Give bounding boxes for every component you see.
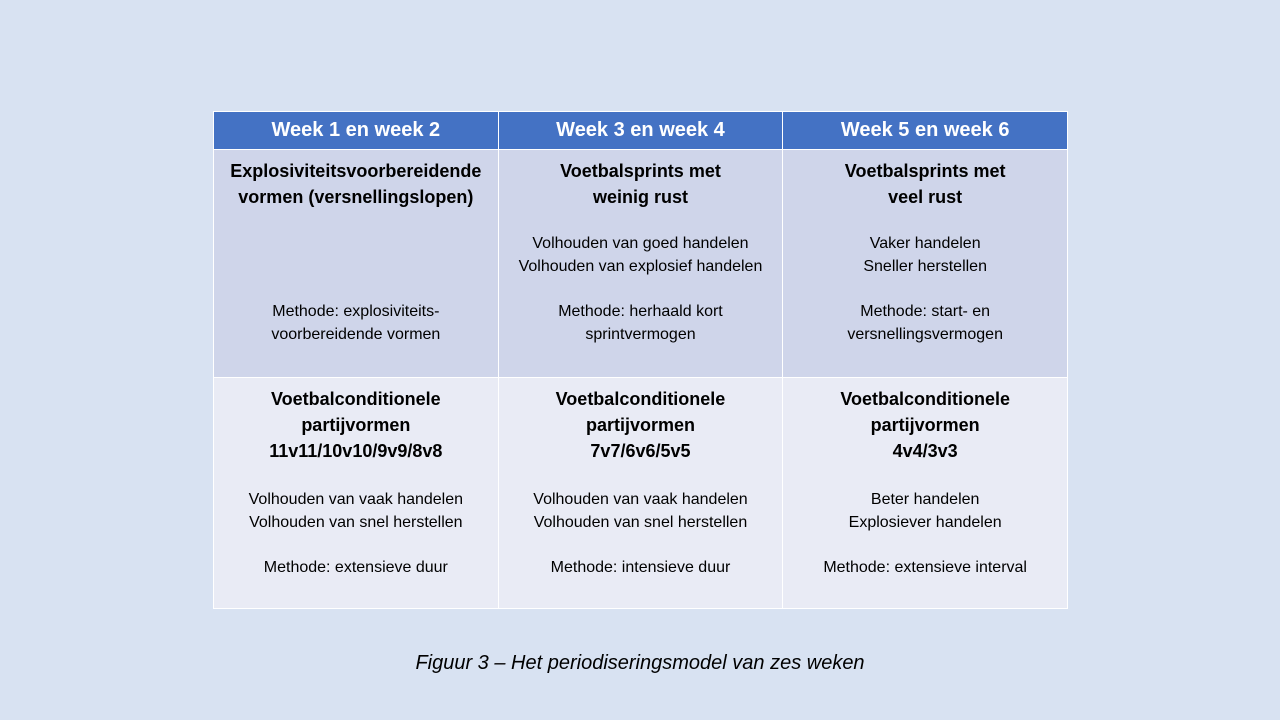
header-week-5-6: Week 5 en week 6	[783, 112, 1068, 150]
table-row	[214, 150, 1068, 378]
table-row	[214, 378, 1068, 609]
header-week-3-4: Week 3 en week 4	[498, 112, 783, 150]
table-cell	[783, 150, 1068, 378]
cell-method: Methode: explosiviteits- voorbereidende vormen	[271, 303, 441, 343]
periodization-table	[213, 111, 1068, 609]
cell-description: Vaker handelen Sneller herstellen	[863, 235, 987, 275]
cell-title: Voetbalconditionele partijvormen 4v4/3v3	[840, 389, 1010, 461]
table-cell	[498, 378, 783, 609]
figure-caption: Figuur 3 – Het periodiseringsmodel van zes weken	[415, 652, 865, 674]
cell-title: Voetbalconditionele partijvormen 11v11/10v10/9v9/8v8	[269, 389, 443, 461]
table-cell	[498, 150, 783, 378]
cell-title: Explosiviteitsvoorbereidende vormen (versnellingslopen)	[230, 161, 482, 207]
table-cell	[214, 150, 499, 378]
table-cell	[783, 378, 1068, 609]
cell-description: Volhouden van goed handelen Volhouden van explosief handelen	[518, 235, 763, 275]
cell-method: Methode: extensieve duur	[263, 559, 448, 576]
cell-title: Voetbalsprints met weinig rust	[560, 161, 721, 207]
cell-method: Methode: extensieve interval	[823, 559, 1027, 576]
header-week-1-2: Week 1 en week 2	[214, 112, 499, 150]
cell-title: Voetbalsprints met veel rust	[844, 161, 1006, 207]
cell-description: Beter handelen Explosiever handelen	[848, 491, 1002, 531]
cell-description: Volhouden van vaak handelen Volhouden van snel herstellen	[248, 491, 464, 531]
cell-title: Voetbalconditionele partijvormen 7v7/6v6/5v5	[555, 389, 726, 461]
cell-method: Methode: herhaald kort sprintvermogen	[558, 303, 723, 343]
cell-description: Volhouden van vaak handelen Volhouden van snel herstellen	[533, 491, 748, 531]
cell-method: Methode: start- en versnellingsvermogen	[847, 303, 1003, 343]
table-cell	[214, 378, 499, 609]
table-header-row	[214, 112, 1068, 150]
cell-method: Methode: intensieve duur	[550, 559, 731, 576]
